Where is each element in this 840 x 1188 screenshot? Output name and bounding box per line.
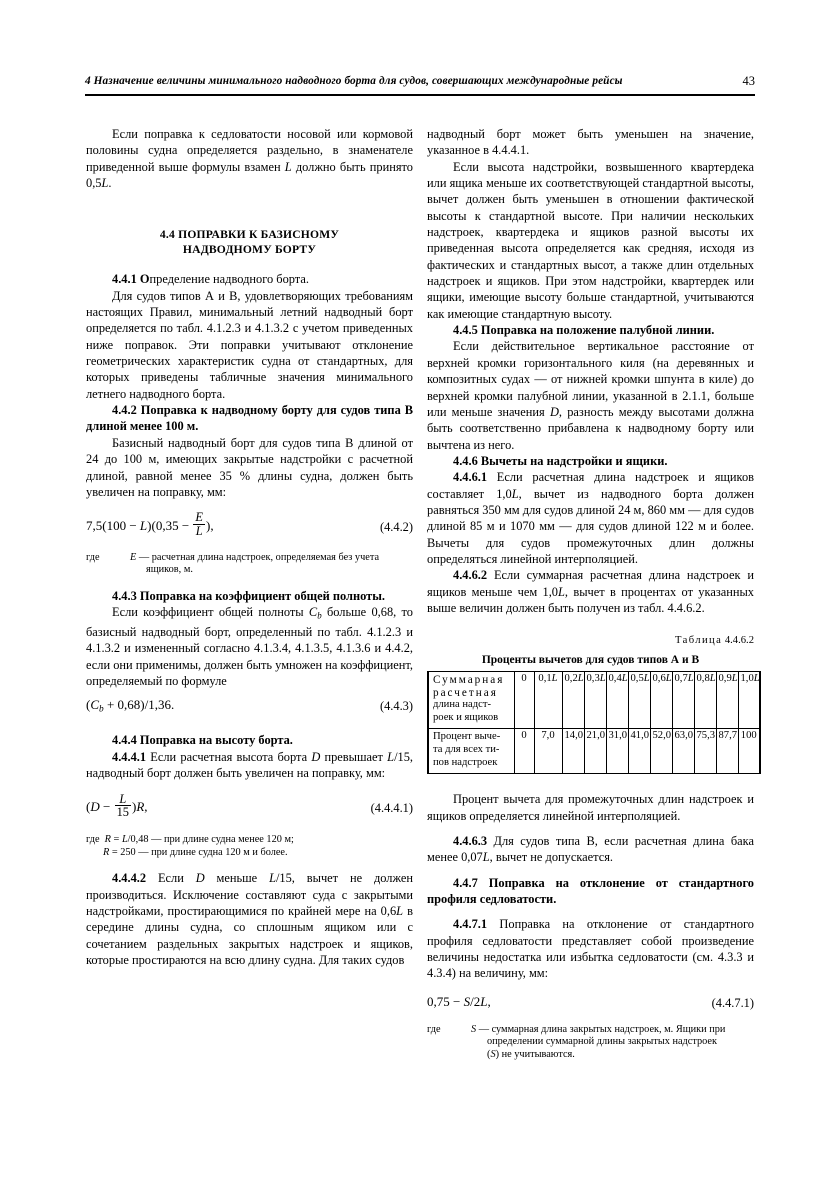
value-cell: 52,0 (650, 729, 672, 774)
value-cell: 87,7 (716, 729, 738, 774)
formula-4-4-7-1-number: (4.4.7.1) (711, 995, 754, 1010)
formula-4-4-4-1: (D − $\frac{L}{15}$ )R, (4.4.4.1) (86, 791, 413, 820)
deduction-percent-table (427, 671, 761, 774)
right-column (427, 126, 760, 1061)
value-cell: 63,0 (672, 729, 694, 774)
where-line-1: где R = L/0,48 — при длине судна менее 120 м; (86, 834, 294, 846)
header-cell: 0,9L (716, 672, 738, 729)
header-cell: 0,3L (584, 672, 606, 729)
header-cell: 0 (514, 672, 534, 729)
formula-4-4-2-number: (4.4.2) (379, 520, 413, 535)
section-heading-line2: НАДВОДНОМУ БОРТУ (182, 243, 317, 257)
paragraph-4-4-2: Базисный надводный борт для судов типа В длиной от 24 до 100 м, имеющих закрытые надстройки с расчетной длиной, равной менее 35 % длины судна, должен быть увеличен на поправку, мм: (86, 435, 413, 499)
paragraph-4-4-4-1: 4.4.4.1 Если расчетная высота борта D превышает L/15, надводный борт должен быть увеличен на поправку, мм: (86, 749, 413, 781)
where-label: где (427, 1023, 441, 1035)
label-line-2: та для всех ти- (433, 743, 500, 755)
paragraph-4-4-3: Если коэффициент общей полноты $C_b$ больше 0,68, то базисный надводный борт, определенный по табл. 4.1.2.3 и 4.1.3.2 и измененный согласно 4.1.3.4, 4.1.3.5, 4.1.3.6 и 4.4.2, если они применимы, должен быть умножен на коэффициент, определяемый по формуле (86, 605, 413, 689)
value-cell: 75,3 (694, 729, 716, 774)
running-head-title: 4 Назначение величины минимального надводного борта для судов, совершающих международные рейсы (85, 75, 623, 87)
formula-4-4-2: 7,5(100 − L)(0,35 − $\frac{E}{L}$ ), (4.4.2) (86, 510, 413, 538)
table-row-header (428, 672, 760, 729)
label-line-4: роек и ящиков (433, 711, 499, 723)
table-caption-label: Таблица (675, 635, 723, 647)
heading-4-4-4: 4.4.4 Поправка на высоту борта. (112, 733, 293, 748)
heading-4-4-5: 4.4.5 Поправка на положение палубной линии. (453, 323, 715, 338)
where-text: S — суммарная длина закрытых надстроек, м. Ящики при определении суммарной длины закрытых надстроек (S) не учитываются. (471, 1023, 726, 1060)
table-row-label-percent (428, 729, 514, 774)
where-label: где (86, 551, 100, 563)
where-clause-4-4-7-1 (427, 1024, 754, 1062)
header-cell: 0,2L (562, 672, 584, 729)
paragraph-superstructure-height: Если высота надстройки, возвышенного квартердека или ящика меньше их соответствующей стандартной высоты, вычет должен быть уменьшен в отношении фактической высоты к стандартной высоте. При наличии нескольких надстроек, квартердека и ящиков разной высоты их приведенная высота определяется как средняя, исходя из фактических и стандартных высот, а также длин отдельных надстроек и ящиков. При этом надстройки, квартердек или ящики, имеющие высоту больше стандартной, учитываются как имеющие стандартную высоту. (427, 159, 754, 321)
header-cell: 0,7L (672, 672, 694, 729)
value-cell: 0 (514, 729, 534, 774)
header-cell: 0,8L (694, 672, 716, 729)
where-clause-4-4-4-1 (86, 834, 413, 859)
paragraph-4-4-6-1: 4.4.6.1 Если расчетная длина надстроек и ящиков составляет 1,0L, вычет из надводного борта должен равняться 350 мм для судов длиной 24 м, 860 мм — для судов длиной 85 м и 1070 мм — для судов длиной 122 м и более. Вычеты для судов промежуточных длин должны определяться линейной интерполяцией. (427, 470, 755, 566)
formula-4-4-3-number: (4.4.3) (379, 699, 413, 714)
table-row-label-lengths (428, 672, 514, 729)
heading-4-4-3: 4.4.3 Поправка на коэффициент общей полноты. (112, 588, 386, 603)
table-row-values (428, 729, 760, 774)
paragraph-4-4-4-2: 4.4.4.2 Если D меньше L/15, вычет не должен производиться. Исключение составляют суда с закрытыми надстройками, простирающимися по крайней мере на 0,6L в середине длины судна, со сплошным ящиком или с сочетанием раздельных закрытых надстроек и ящиков, которые простираются на всю длину судна. Для таких судов (86, 871, 414, 967)
header-cell: 0,6L (650, 672, 672, 729)
page-number: 43 (742, 74, 755, 88)
paragraph-sedlovatost-intro: Если поправка к седловатости носовой или кормовой половины судна определяется раздельно, в знаменателе приведенной выше формулы взамен L должно быть принято 0,5L. (86, 127, 413, 191)
paragraph-4-4-6-2: 4.4.6.2 Если суммарная расчетная длина надстроек и ящиков меньше чем 1,0L, вычет в процентах от указанных выше величин должен быть получен из табл. 4.4.6.2. (427, 568, 755, 615)
heading-4-4-7: 4.4.7 Поправка на отклонение от стандартного профиля седловатости. (427, 875, 754, 906)
paragraph-after-table: Процент вычета для промежуточных длин надстроек и ящиков определяется линейной интерполяцией. (427, 792, 754, 823)
section-heading (86, 227, 413, 257)
table-4-4-6-2 (427, 633, 760, 774)
heading-4-4-1: 4.4.1 Определение надводного борта. (112, 272, 309, 287)
section-heading-line1: 4.4 ПОПРАВКИ К БАЗИСНОМУ (159, 228, 340, 242)
value-cell: 100 (738, 729, 760, 774)
header-cell: 0,5L (628, 672, 650, 729)
label-line-1: Суммарная (433, 674, 505, 686)
where-line-2: R = 250 — при длине судна 120 м и более. (103, 846, 288, 858)
value-cell: 21,0 (584, 729, 606, 774)
heading-4-4-6: 4.4.6 Вычеты на надстройки и ящики. (453, 453, 668, 468)
header-cell: 0,1L (534, 672, 562, 729)
paragraph-continuation: надводный борт может быть уменьшен на значение, указанное в 4.4.4.1. (427, 127, 754, 158)
left-column (86, 126, 413, 968)
table-caption-value: 4.4.6.2 (724, 635, 754, 647)
heading-4-4-2: 4.4.2 Поправка к надводному борту для судов типа В длиной менее 100 м. (86, 403, 413, 434)
value-cell: 14,0 (562, 729, 584, 774)
label-line-3: длина надст- (433, 699, 491, 711)
header-cell: 0,4L (606, 672, 628, 729)
where-clause-4-4-2 (86, 552, 413, 577)
where-text: E — расчетная длина надстроек, определяемая без учета ящиков, м. (130, 551, 380, 576)
formula-4-4-7-1: 0,75 − S/2L, (4.4.7.1) (427, 993, 754, 1010)
formula-4-4-3: $(C_b + 0,68)/1,36$. (4.4.3) (86, 697, 413, 716)
value-cell: 41,0 (628, 729, 650, 774)
label-line-2: расчетная (433, 686, 498, 699)
value-cell: 31,0 (606, 729, 628, 774)
paragraph-4-4-6-3: 4.4.6.3 Для судов типа В, если расчетная длина бака менее 0,07L, вычет не допускается. (427, 833, 754, 865)
table-title: Проценты вычетов для судов типов А и В (481, 653, 700, 666)
formula-4-4-4-1-number: (4.4.4.1) (370, 801, 413, 816)
table-caption-number (427, 633, 754, 649)
header-rule (85, 94, 755, 96)
label-line-3: пов надстроек (433, 756, 498, 768)
paragraph-4-4-1: Для судов типов А и В, удовлетворяющих требованиям настоящих Правил, минимальный летний надводный борт определяется по табл. 4.1.2.3 и 4.1.3.2 с учетом приведенных ниже поправок. Эти поправки учитывают отклонение геометрических характеристик судна от стандартных, для которых приведены табличные значения минимального летнего надводного борта. (86, 288, 413, 401)
value-cell: 7,0 (534, 729, 562, 774)
paragraph-4-4-7-1: 4.4.7.1 Поправка на отклонение от стандартного профиля седловатости представляет собой произведение величины недостатка или избытка седловатости (см. 4.3.3 и 4.3.4) на величину, мм: (427, 917, 754, 981)
paragraph-4-4-5: Если действительное вертикальное расстояние от верхней кромки горизонтального киля (на деревянных и композитных судах — от нижней кромки шпунта в киле) до верхней кромки палубной линии, указанной в 2.1.1, больше или меньше значения D, разность между высотами должна быть соответственно прибавлена к надводному борту или вычтена из него. (427, 339, 755, 452)
label-line-1: Процент выче- (433, 731, 501, 743)
header-cell: 1,0L (738, 672, 760, 729)
